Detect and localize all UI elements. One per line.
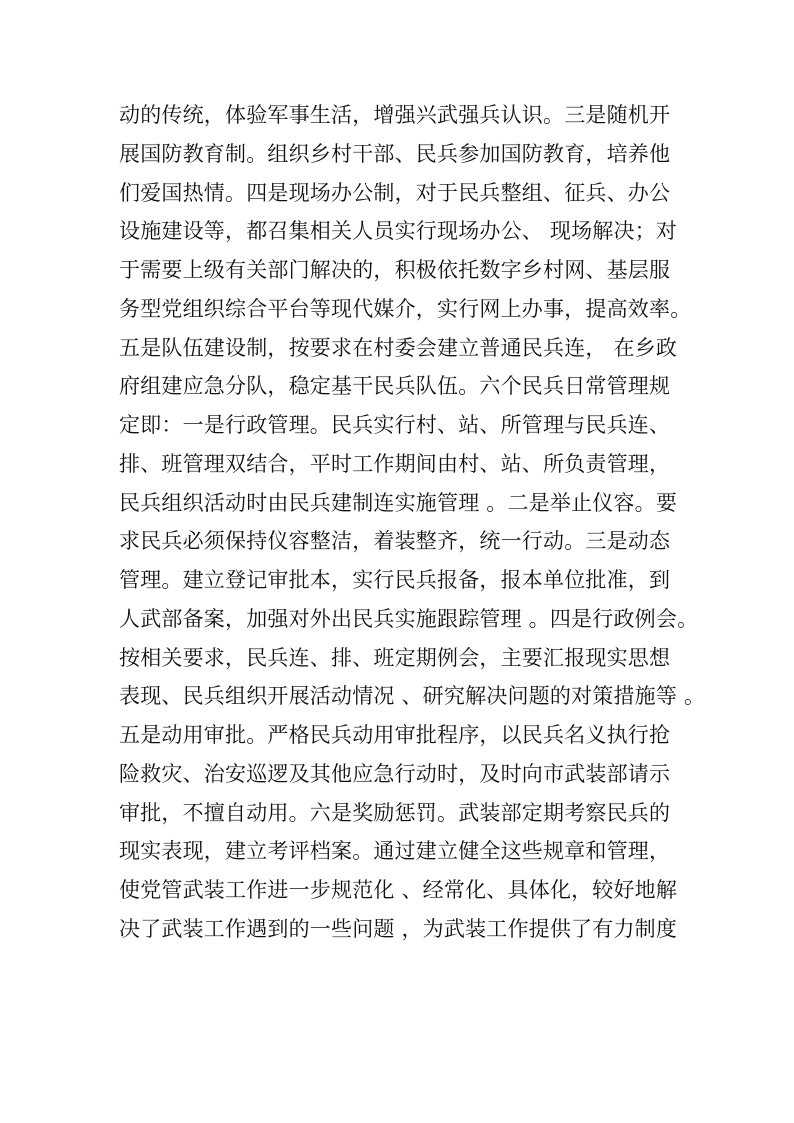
text-line: 人武部备案，加强对外出民兵实施跟踪管理 。四是行政例会。 [119,606,699,631]
text-line: 五是队伍建设制，按要求在村委会建立普通民兵连， 在乡政 [119,335,678,360]
text-line: 设施建设等，都召集相关人员实行现场办公、 现场解决；对 [119,219,678,244]
text-line: 民兵组织活动时由民兵建制连实施管理 。二是举止仪容。要 [119,490,678,515]
text-line: 现实表现，建立考评档案。通过建立健全这些规章和管理， [119,839,671,864]
text-line: 表现、民兵组织开展活动情况 、研究解决问题的对策措施等 。 [119,684,706,709]
text-line: 府组建应急分队，稳定基干民兵队伍。六个民兵日常管理规 [119,374,671,399]
text-line: 动的传统，体验军事生活，增强兴武强兵认识。三是随机开 [119,103,671,127]
text-line: 使党管武装工作进一步规范化 、经常化、具体化，较好地解 [119,878,678,902]
text-line: 定即：一是行政管理。民兵实行村、站、所管理与民兵连、 [119,413,671,437]
text-line: 展国防教育制。组织乡村干部、民兵参加国防教育，培养他 [119,141,671,166]
text-line: 求民兵必须保持仪容整洁，着装整齐，统一行动。三是动态 [119,529,671,554]
body-text [119,96,706,949]
text-line: 审批，不擅自动用。六是奖励惩罚。武装部定期考察民兵的 [119,800,671,825]
text-line: 务型党组织综合平台等现代媒介，实行网上办事，提高效率。 [119,296,692,321]
text-line: 五是动用审批。严格民兵动用审批程序，以民兵名义执行抢 [119,723,671,747]
text-line: 排、班管理双结合，平时工作期间由村、站、所负责管理， [119,451,671,476]
text-line: 按相关要求，民兵连、排、班定期例会，主要汇报现实思想 [119,645,671,670]
text-line: 们爱国热情。四是现场办公制，对于民兵整组、征兵、办公 [119,180,671,205]
text-line: 决了武装工作遇到的一些问题 ，为武装工作提供了有力制度 [119,916,678,941]
text-line: 于需要上级有关部门解决的，积极依托数字乡村网、基层服 [119,258,671,282]
text-line: 险救灾、治安巡逻及其他应急行动时，及时向市武装部请示 [119,761,671,786]
text-line: 管理。建立登记审批本，实行民兵报备，报本单位批准，到 [119,568,671,592]
